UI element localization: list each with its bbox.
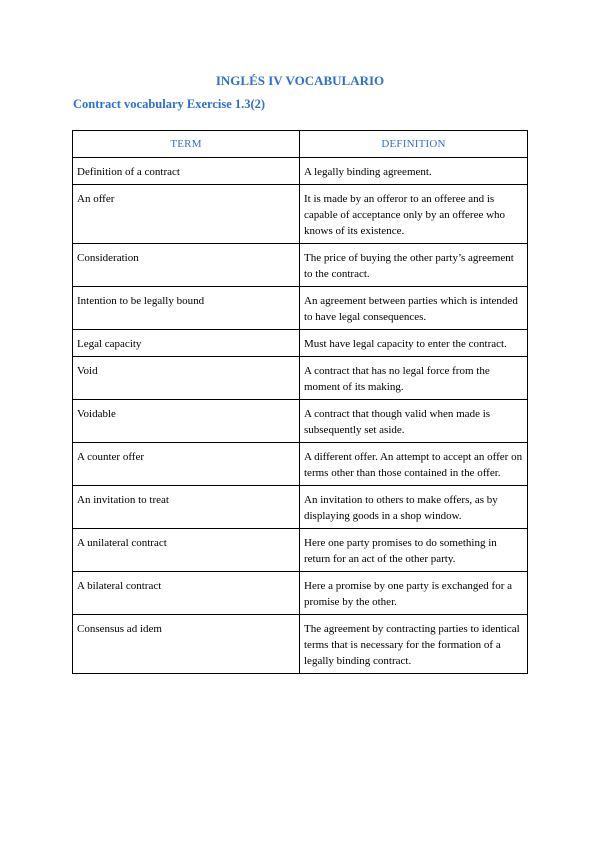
term-cell: An invitation to treat xyxy=(73,486,300,529)
term-cell: Consideration xyxy=(73,244,300,287)
definition-cell: Must have legal capacity to enter the contract. xyxy=(300,330,528,357)
vocabulary-table xyxy=(72,130,528,674)
definition-cell: The price of buying the other party’s agreement to the contract. xyxy=(300,244,528,287)
term-cell: Voidable xyxy=(73,400,300,443)
definition-cell: A different offer. An attempt to accept an offer on terms other than those contained in the offer. xyxy=(300,443,528,486)
definition-cell: An agreement between parties which is intended to have legal consequences. xyxy=(300,287,528,330)
term-cell: A counter offer xyxy=(73,443,300,486)
table-row xyxy=(73,287,528,330)
term-cell: Intention to be legally bound xyxy=(73,287,300,330)
term-cell: Definition of a contract xyxy=(73,158,300,185)
term-cell: Void xyxy=(73,357,300,400)
definition-cell: Here one party promises to do something in return for an act of the other party. xyxy=(300,529,528,572)
header-definition: DEFINITION xyxy=(300,131,528,158)
definition-cell: An invitation to others to make offers, as by displaying goods in a shop window. xyxy=(300,486,528,529)
table-row xyxy=(73,400,528,443)
table-row xyxy=(73,158,528,185)
term-cell: An offer xyxy=(73,185,300,244)
table-row xyxy=(73,330,528,357)
table-row xyxy=(73,486,528,529)
term-cell: Consensus ad idem xyxy=(73,615,300,674)
term-cell: A unilateral contract xyxy=(73,529,300,572)
definition-cell: Here a promise by one party is exchanged for a promise by the other. xyxy=(300,572,528,615)
definition-cell: A legally binding agreement. xyxy=(300,158,528,185)
term-cell: A bilateral contract xyxy=(73,572,300,615)
table-header-row xyxy=(73,131,528,158)
document-subtitle: Contract vocabulary Exercise 1.3(2) xyxy=(73,97,266,111)
table-row xyxy=(73,615,528,674)
document-title: INGLÉS IV VOCABULARIO xyxy=(215,73,385,88)
table-row xyxy=(73,244,528,287)
definition-cell: A contract that has no legal force from the moment of its making. xyxy=(300,357,528,400)
term-cell: Legal capacity xyxy=(73,330,300,357)
table-row xyxy=(73,572,528,615)
table-row xyxy=(73,443,528,486)
table-row xyxy=(73,185,528,244)
definition-cell: A contract that though valid when made is subsequently set aside. xyxy=(300,400,528,443)
definition-cell: The agreement by contracting parties to identical terms that is necessary for the formation of a legally binding contract. xyxy=(300,615,528,674)
definition-cell: It is made by an offeror to an offeree and is capable of acceptance only by an offeree who knows of its existence. xyxy=(300,185,528,244)
table-row xyxy=(73,529,528,572)
header-term: TERM xyxy=(73,131,300,158)
table-row xyxy=(73,357,528,400)
